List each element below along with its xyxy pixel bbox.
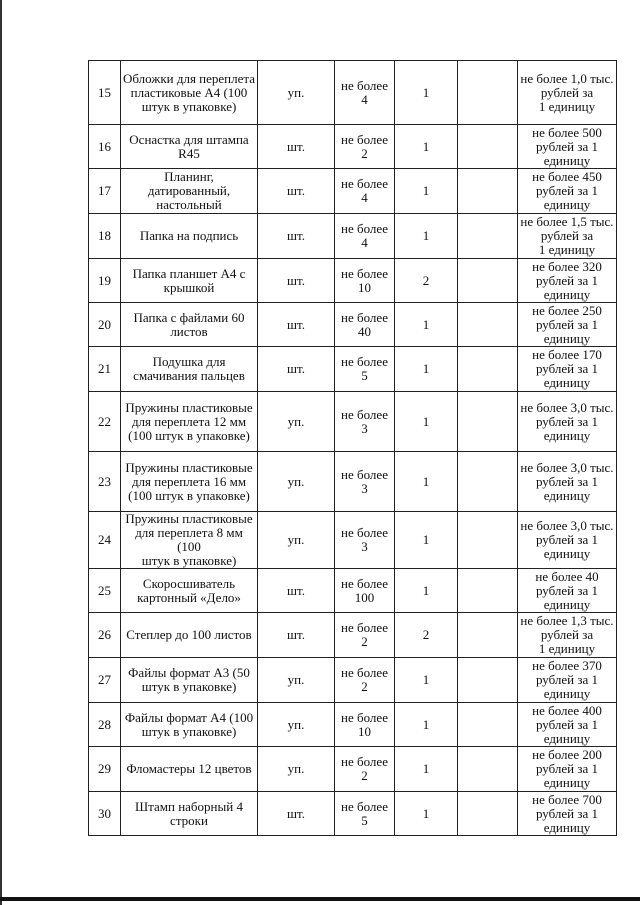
empty-cell [458,792,518,836]
item-name: Папка на подпись [121,214,258,259]
row-number: 24 [89,512,121,569]
item-count: 1 [395,347,458,392]
row-number: 28 [89,703,121,747]
empty-cell [458,747,518,792]
quantity-limit: не более 2 [335,747,395,792]
unit-of-measure: уп. [258,61,335,125]
unit-of-measure: шт. [258,214,335,259]
empty-cell [458,703,518,747]
item-name: Файлы формат А4 (100 штук в упаковке) [121,703,258,747]
price-limit: не более 500 рублей за 1 единицу [518,125,617,169]
table-row [89,569,617,613]
price-limit: не более 250 рублей за 1 единицу [518,303,617,347]
row-number: 30 [89,792,121,836]
row-number: 23 [89,452,121,512]
price-limit: не более 3,0 тыс. рублей за 1 единицу [518,452,617,512]
item-count: 1 [395,452,458,512]
row-number: 26 [89,613,121,658]
item-count: 1 [395,569,458,613]
item-count: 1 [395,792,458,836]
table-row [89,347,617,392]
price-limit: не более 320 рублей за 1 единицу [518,259,617,303]
price-limit: не более 200 рублей за 1 единицу [518,747,617,792]
row-number: 21 [89,347,121,392]
item-name: Пружины пластиковые для переплета 8 мм (100 штук в упаковке) [121,512,258,569]
unit-of-measure: шт. [258,259,335,303]
price-limit: не более 170 рублей за 1 единицу [518,347,617,392]
unit-of-measure: уп. [258,452,335,512]
price-limit: не более 400 рублей за 1 единицу [518,703,617,747]
quantity-limit: не более 4 [335,214,395,259]
item-name: Оснастка для штампа R45 [121,125,258,169]
row-number: 15 [89,61,121,125]
price-limit: не более 40 рублей за 1 единицу [518,569,617,613]
empty-cell [458,569,518,613]
empty-cell [458,303,518,347]
item-count: 1 [395,303,458,347]
item-count: 1 [395,703,458,747]
unit-of-measure: уп. [258,658,335,703]
item-count: 2 [395,613,458,658]
price-limit: не более 1,3 тыс. рублей за 1 единицу [518,613,617,658]
row-number: 25 [89,569,121,613]
unit-of-measure: уп. [258,703,335,747]
item-name: Скоросшиватель картонный «Дело» [121,569,258,613]
table-row [89,392,617,452]
unit-of-measure: шт. [258,347,335,392]
empty-cell [458,512,518,569]
empty-cell [458,214,518,259]
item-name: Штамп наборный 4 строки [121,792,258,836]
row-number: 18 [89,214,121,259]
table-row [89,703,617,747]
row-number: 29 [89,747,121,792]
empty-cell [458,61,518,125]
table-row [89,747,617,792]
item-count: 2 [395,259,458,303]
quantity-limit: не более 2 [335,613,395,658]
quantity-limit: не более 4 [335,169,395,214]
unit-of-measure: шт. [258,125,335,169]
item-count: 1 [395,125,458,169]
unit-of-measure: шт. [258,792,335,836]
empty-cell [458,125,518,169]
item-name: Степлер до 100 листов [121,613,258,658]
item-count: 1 [395,61,458,125]
table-row [89,169,617,214]
item-count: 1 [395,512,458,569]
quantity-limit: не более 40 [335,303,395,347]
quantity-limit: не более 5 [335,792,395,836]
unit-of-measure: уп. [258,512,335,569]
table-row [89,214,617,259]
quantity-limit: не более 3 [335,392,395,452]
quantity-limit: не более 2 [335,658,395,703]
quantity-limit: не более 5 [335,347,395,392]
price-limit: не более 370 рублей за 1 единицу [518,658,617,703]
supplies-table [88,60,617,836]
item-name: Подушка для смачивания пальцев [121,347,258,392]
empty-cell [458,452,518,512]
item-count: 1 [395,658,458,703]
unit-of-measure: шт. [258,613,335,658]
item-name: Обложки для переплета пластиковые А4 (100 штук в упаковке) [121,61,258,125]
empty-cell [458,259,518,303]
empty-cell [458,347,518,392]
empty-cell [458,613,518,658]
table-row [89,452,617,512]
quantity-limit: не более 3 [335,452,395,512]
table-row [89,61,617,125]
price-limit: не более 3,0 тыс. рублей за 1 единицу [518,512,617,569]
quantity-limit: не более 3 [335,512,395,569]
quantity-limit: не более 10 [335,703,395,747]
price-limit: не более 1,0 тыс. рублей за 1 единицу [518,61,617,125]
row-number: 16 [89,125,121,169]
row-number: 27 [89,658,121,703]
table-row [89,303,617,347]
table-row [89,792,617,836]
table-row [89,658,617,703]
empty-cell [458,658,518,703]
unit-of-measure: уп. [258,747,335,792]
item-name: Пружины пластиковые для переплета 12 мм (100 штук в упаковке) [121,392,258,452]
item-count: 1 [395,747,458,792]
unit-of-measure: шт. [258,303,335,347]
quantity-limit: не более 2 [335,125,395,169]
table-row [89,613,617,658]
quantity-limit: не более 100 [335,569,395,613]
row-number: 19 [89,259,121,303]
supplies-table-body [89,61,617,836]
item-count: 1 [395,214,458,259]
price-limit: не более 450 рублей за 1 единицу [518,169,617,214]
empty-cell [458,392,518,452]
table-row [89,512,617,569]
page-left-edge [0,0,2,905]
page-bottom-edge [0,897,640,901]
price-limit: не более 700 рублей за 1 единицу [518,792,617,836]
unit-of-measure: шт. [258,569,335,613]
item-name: Файлы формат А3 (50 штук в упаковке) [121,658,258,703]
item-count: 1 [395,169,458,214]
item-name: Фломастеры 12 цветов [121,747,258,792]
unit-of-measure: уп. [258,392,335,452]
price-limit: не более 3,0 тыс. рублей за 1 единицу [518,392,617,452]
table-row [89,125,617,169]
row-number: 20 [89,303,121,347]
unit-of-measure: шт. [258,169,335,214]
quantity-limit: не более 10 [335,259,395,303]
quantity-limit: не более 4 [335,61,395,125]
row-number: 17 [89,169,121,214]
item-name: Планинг, датированный, настольный [121,169,258,214]
row-number: 22 [89,392,121,452]
item-count: 1 [395,392,458,452]
empty-cell [458,169,518,214]
price-limit: не более 1,5 тыс. рублей за 1 единицу [518,214,617,259]
item-name: Папка планшет А4 с крышкой [121,259,258,303]
table-row [89,259,617,303]
item-name: Папка с файлами 60 листов [121,303,258,347]
item-name: Пружины пластиковые для переплета 16 мм (100 штук в упаковке) [121,452,258,512]
